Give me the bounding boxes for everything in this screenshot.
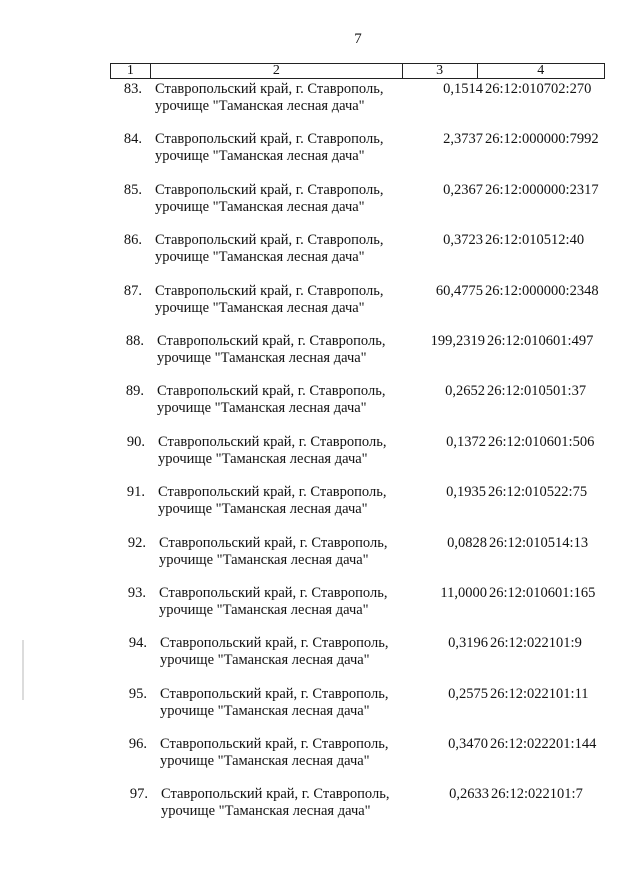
- address-line-2: урочище "Таманская лесная дача": [157, 400, 367, 417]
- row-number: 97.: [129, 786, 148, 803]
- row-address: [160, 635, 420, 669]
- address-line-2: урочище "Таманская лесная дача": [157, 349, 367, 366]
- address-line-2: урочище "Таманская лесная дача": [158, 450, 368, 467]
- address-line-1: Ставропольский край, г. Ставрополь,: [158, 433, 387, 450]
- row-area: 60,4775: [435, 282, 483, 299]
- row-cadastral-number: 26:12:010601:165: [489, 584, 596, 601]
- row-area: 0,0828: [447, 534, 487, 551]
- address-line-2: урочище "Таманская лесная дача": [155, 198, 365, 215]
- row-area: 0,2575: [448, 685, 488, 702]
- row-area: 0,1372: [446, 433, 486, 450]
- header-col-3: 3: [403, 64, 478, 78]
- table-row: [0, 131, 640, 181]
- table-header: [110, 63, 605, 79]
- page-number: 7: [354, 31, 362, 47]
- address-line-1: Ставропольский край, г. Ставрополь,: [158, 484, 387, 501]
- row-number: 88.: [125, 332, 144, 349]
- row-address: [161, 786, 421, 820]
- row-number: 85.: [123, 181, 142, 198]
- address-line-1: Ставропольский край, г. Ставрополь,: [161, 786, 390, 803]
- row-area: 0,3723: [443, 232, 483, 249]
- row-cadastral-number: 26:12:000000:2348: [485, 282, 599, 299]
- address-line-2: урочище "Таманская лесная дача": [158, 501, 368, 518]
- row-cadastral-number: 26:12:010601:506: [488, 433, 595, 450]
- address-line-1: Ставропольский край, г. Ставрополь,: [157, 332, 386, 349]
- table-body: [0, 81, 640, 837]
- table-row: [2, 333, 640, 383]
- row-cadastral-number: 26:12:000000:2317: [485, 181, 599, 198]
- row-area: 2,3737: [443, 131, 483, 148]
- row-number: 83.: [123, 81, 142, 97]
- row-cadastral-number: 26:12:022101:9: [490, 635, 582, 652]
- row-address: [159, 535, 419, 569]
- row-address: [155, 81, 415, 115]
- row-cadastral-number: 26:12:010522:75: [488, 484, 588, 501]
- row-cadastral-number: 26:12:010514:13: [489, 534, 589, 551]
- address-line-2: урочище "Таманская лесная дача": [155, 98, 365, 114]
- row-number: 92.: [127, 534, 146, 551]
- address-line-1: Ставропольский край, г. Ставрополь,: [159, 584, 388, 601]
- row-address: [157, 383, 417, 417]
- address-line-1: Ставропольский край, г. Ставрополь,: [155, 181, 384, 198]
- row-address: [155, 131, 415, 165]
- address-line-2: урочище "Таманская лесная дача": [159, 601, 369, 618]
- table-row: [5, 635, 640, 685]
- row-address: [158, 484, 418, 518]
- address-line-1: Ставропольский край, г. Ставрополь,: [155, 232, 384, 249]
- address-line-2: урочище "Таманская лесная дача": [159, 551, 369, 568]
- row-cadastral-number: 26:12:022101:7: [491, 786, 583, 803]
- header-col-1: 1: [111, 64, 151, 78]
- address-line-2: урочище "Таманская лесная дача": [155, 299, 365, 316]
- header-col-2: 2: [151, 64, 403, 78]
- table-row: [3, 484, 640, 534]
- address-line-1: Ставропольский край, г. Ставрополь,: [155, 131, 384, 148]
- address-line-1: Ставропольский край, г. Ставрополь,: [159, 534, 388, 551]
- address-line-2: урочище "Таманская лесная дача": [160, 702, 370, 719]
- row-cadastral-number: 26:12:022201:144: [490, 736, 597, 753]
- address-line-2: урочище "Таманская лесная дача": [160, 753, 370, 770]
- row-address: [155, 232, 415, 266]
- table-row: [3, 434, 640, 484]
- row-cadastral-number: 26:12:022101:11: [490, 685, 589, 702]
- table-row: [5, 736, 640, 786]
- row-area: 0,1514: [443, 81, 483, 97]
- table-row: [0, 283, 640, 333]
- row-number: 86.: [123, 232, 142, 249]
- address-line-2: урочище "Таманская лесная дача": [155, 249, 365, 266]
- row-cadastral-number: 26:12:010501:37: [487, 383, 587, 400]
- row-area: 11,0000: [440, 584, 487, 601]
- row-address: [155, 182, 415, 216]
- address-line-1: Ставропольский край, г. Ставрополь,: [155, 81, 384, 97]
- row-address: [160, 686, 420, 720]
- address-line-1: Ставропольский край, г. Ставрополь,: [160, 635, 389, 652]
- row-address: [155, 283, 415, 317]
- row-address: [158, 434, 418, 468]
- address-line-2: урочище "Таманская лесная дача": [161, 803, 371, 820]
- row-cadastral-number: 26:12:000000:7992: [485, 131, 599, 148]
- table-row: [4, 535, 640, 585]
- address-line-1: Ставропольский край, г. Ставрополь,: [160, 685, 389, 702]
- row-address: [157, 333, 417, 367]
- row-cadastral-number: 26:12:010512:40: [485, 232, 585, 249]
- table-row: [0, 232, 640, 282]
- row-area: 0,3470: [448, 736, 488, 753]
- table-row: [0, 81, 640, 131]
- row-number: 94.: [128, 635, 147, 652]
- table-row: [5, 686, 640, 736]
- address-line-1: Ставропольский край, г. Ставрополь,: [160, 736, 389, 753]
- row-area: 0,3196: [448, 635, 488, 652]
- row-area: 0,2367: [443, 181, 483, 198]
- table-row: [6, 786, 640, 836]
- row-cadastral-number: 26:12:010702:270: [485, 81, 592, 97]
- row-area: 199,2319: [430, 332, 485, 349]
- address-line-2: урочище "Таманская лесная дача": [155, 148, 365, 165]
- address-line-2: урочище "Таманская лесная дача": [160, 652, 370, 669]
- header-col-4: 4: [537, 63, 545, 78]
- address-line-1: Ставропольский край, г. Ставрополь,: [155, 282, 384, 299]
- row-number: 96.: [128, 736, 147, 753]
- row-area: 0,1935: [446, 484, 486, 501]
- table-row: [0, 182, 640, 232]
- table-row: [4, 585, 640, 635]
- row-cadastral-number: 26:12:010601:497: [487, 332, 594, 349]
- row-number: 91.: [126, 484, 145, 501]
- address-line-1: Ставропольский край, г. Ставрополь,: [157, 383, 386, 400]
- row-number: 84.: [123, 131, 142, 148]
- row-address: [160, 736, 420, 770]
- row-number: 93.: [127, 584, 146, 601]
- row-area: 0,2652: [445, 383, 485, 400]
- row-number: 95.: [128, 685, 147, 702]
- row-number: 90.: [126, 433, 145, 450]
- table-row: [2, 383, 640, 433]
- row-address: [159, 585, 419, 619]
- row-number: 87.: [123, 282, 142, 299]
- row-number: 89.: [125, 383, 144, 400]
- row-area: 0,2633: [449, 786, 489, 803]
